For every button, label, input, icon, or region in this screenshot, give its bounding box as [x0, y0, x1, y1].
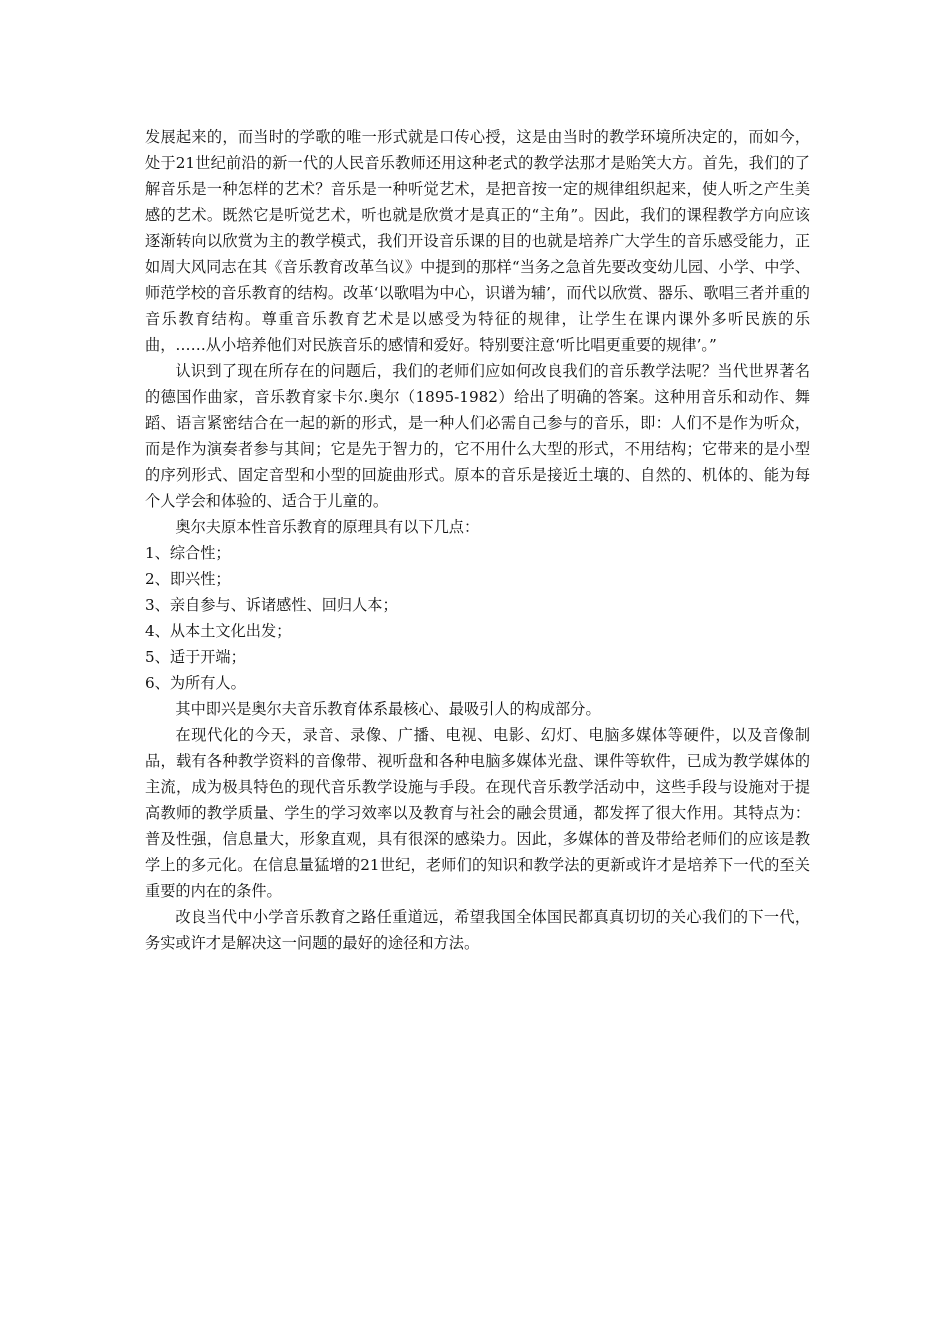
list-item: 4、从本土文化出发； [145, 622, 292, 640]
document-page [145, 124, 810, 956]
paragraph-multimedia: 在现代化的今天，录音、录像、广播、电视、电影、幻灯、电脑多媒体等硬件，以及音像制品，载有各种教学资料的音像带、视听盘和各种电脑多媒体光盘、课件等软件，已成为教学媒体的主流，成为极具特色的现代音乐教学设施与手段。在现代音乐教学活动中，这些手段与设施对于提高教师的教学质量、学生的学习效率以及教育与社会的融会贯通，都发挥了很大作用。其特点为：普及性强，信息量大，形象直观，具有很深的感染力。因此，多媒体的普及带给老师们的应该是教学上的多元化。在信息量猛增的21世纪，老师们的知识和教学法的更新或许才是培养下一代的至关重要的内在的条件。 [145, 726, 810, 900]
paragraph-orff-intro: 认识到了现在所存在的问题后，我们的老师们应如何改良我们的音乐教学法呢？当代世界著名的德国作曲家，音乐教育家卡尔.奥尔（1895-1982）给出了明确的答案。这种用音乐和动作、舞蹈、语言紧密结合在一起的新的形式，是一种人们必需自己参与的音乐，即：人们不是作为听众，而是作为演奏者参与其间；它是先于智力的，它不用什么大型的形式，不用结构；它带来的是小型的序列形式、固定音型和小型的回旋曲形式。原本的音乐是接近土壤的、自然的、机体的、能为每个人学会和体验的、适合于儿童的。 [145, 362, 810, 510]
paragraph-conclusion: 改良当代中小学音乐教育之路任重道远，希望我国全体国民都真真切切的关心我们的下一代，务实或许才是解决这一问题的最好的途径和方法。 [145, 908, 810, 952]
list-item: 6、为所有人。 [145, 674, 246, 692]
paragraph-principles-heading: 奥尔夫原本性音乐教育的原理具有以下几点： [175, 518, 480, 536]
paragraph-improvisation: 其中即兴是奥尔夫音乐教育体系最核心、最吸引人的构成部分。 [175, 700, 601, 718]
list-item: 3、亲自参与、诉诸感性、回归人本； [145, 596, 398, 614]
list-item: 5、适于开端； [145, 648, 246, 666]
list-item: 2、即兴性； [145, 570, 231, 588]
list-item: 1、综合性； [145, 544, 231, 562]
paragraph-continuation: 发展起来的，而当时的学歌的唯一形式就是口传心授，这是由当时的教学环境所决定的，而如今，处于21世纪前沿的新一代的人民音乐教师还用这种老式的教学法那才是贻笑大方。首先，我们的了解音乐是一种怎样的艺术？音乐是一种听觉艺术，是把音按一定的规律组织起来，使人听之产生美感的艺术。既然它是听觉艺术，听也就是欣赏才是真正的“主角”。因此，我们的课程教学方向应该逐渐转向以欣赏为主的教学模式，我们开设音乐课的目的也就是培养广大学生的音乐感受能力，正如周大风同志在其《音乐教育改革刍议》中提到的那样“当务之急首先要改变幼儿园、小学、中学、师范学校的音乐教育的结构。改革‘以歌唱为中心，识谱为辅’，而代以欣赏、器乐、歌唱三者并重的音乐教育结构。尊重音乐教育艺术是以感受为特征的规律，让学生在课内课外多听民族的乐曲，……从小培养他们对民族音乐的感情和爱好。特别要注意‘听比唱更重要的规律’。” [145, 128, 810, 354]
principles-list [145, 540, 810, 696]
